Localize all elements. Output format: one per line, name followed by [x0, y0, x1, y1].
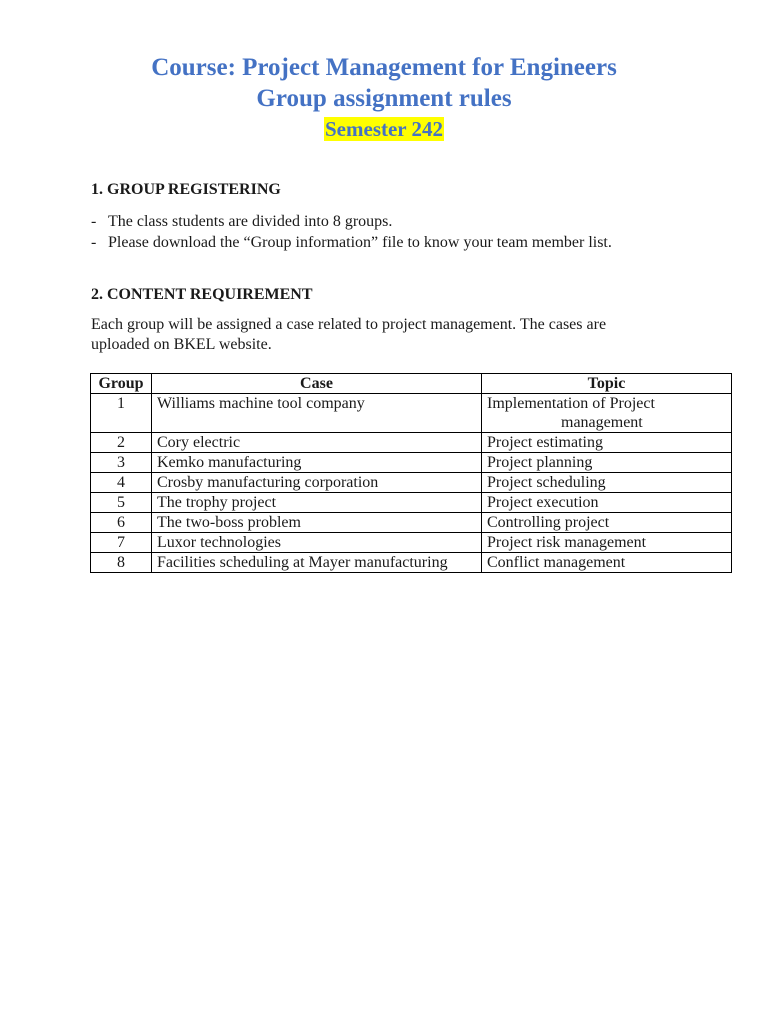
content-requirement-paragraph: Each group will be assigned a case related to project management. The cases are uploaded on BKEL website. — [91, 316, 607, 353]
topic-text-continued: management — [561, 414, 643, 431]
section-heading-group-registering: 1. GROUP REGISTERING — [91, 181, 281, 198]
semester-label — [0, 116, 768, 142]
list-item — [91, 232, 612, 253]
list-item-text: The class students are divided into 8 groups. — [108, 213, 393, 230]
topic-cell: Project estimating — [482, 433, 732, 453]
assignment-title: Group assignment rules — [256, 85, 512, 112]
case-name-cell: Luxor technologies — [152, 533, 482, 553]
topic-cell — [482, 394, 732, 433]
table-row — [91, 453, 732, 473]
group-number-cell: 7 — [91, 533, 152, 553]
dash-bullet-icon: - — [91, 234, 97, 251]
group-number-cell: 6 — [91, 513, 152, 533]
group-number-cell: 1 — [91, 394, 152, 433]
case-name-cell: Cory electric — [152, 433, 482, 453]
topic-text: Implementation of Project — [487, 395, 655, 412]
column-header-case: Case — [152, 374, 482, 394]
group-registering-list — [91, 211, 612, 253]
table-row — [91, 553, 732, 573]
topic-cell: Project scheduling — [482, 473, 732, 493]
case-name-cell: Williams machine tool company — [152, 394, 482, 433]
table-row — [91, 493, 732, 513]
list-item-text: Please download the “Group information” file to know your team member list. — [108, 234, 612, 251]
case-name-cell: The two-boss problem — [152, 513, 482, 533]
case-name-cell: Kemko manufacturing — [152, 453, 482, 473]
table-row — [91, 394, 732, 433]
title-block — [0, 52, 768, 142]
topic-cell: Project planning — [482, 453, 732, 473]
case-assignment-table — [90, 373, 732, 573]
section-heading-content-requirement: 2. CONTENT REQUIREMENT — [91, 286, 313, 303]
semester-highlight: Semester 242 — [325, 117, 443, 141]
group-number-cell: 3 — [91, 453, 152, 473]
case-name-cell: The trophy project — [152, 493, 482, 513]
column-header-group: Group — [91, 374, 152, 394]
topic-cell: Project risk management — [482, 533, 732, 553]
table-row — [91, 533, 732, 553]
group-number-cell: 5 — [91, 493, 152, 513]
group-number-cell: 4 — [91, 473, 152, 493]
table-row — [91, 433, 732, 453]
column-header-topic: Topic — [482, 374, 732, 394]
topic-cell: Conflict management — [482, 553, 732, 573]
course-title: Course: Project Management for Engineers — [151, 54, 617, 81]
list-item — [91, 211, 612, 232]
case-name-cell: Facilities scheduling at Mayer manufacturing — [152, 553, 482, 573]
topic-cell: Project execution — [482, 493, 732, 513]
case-name-cell: Crosby manufacturing corporation — [152, 473, 482, 493]
topic-cell: Controlling project — [482, 513, 732, 533]
dash-bullet-icon: - — [91, 213, 97, 230]
table-header-row — [91, 374, 732, 394]
table-row — [91, 473, 732, 493]
table-row — [91, 513, 732, 533]
group-number-cell: 2 — [91, 433, 152, 453]
group-number-cell: 8 — [91, 553, 152, 573]
